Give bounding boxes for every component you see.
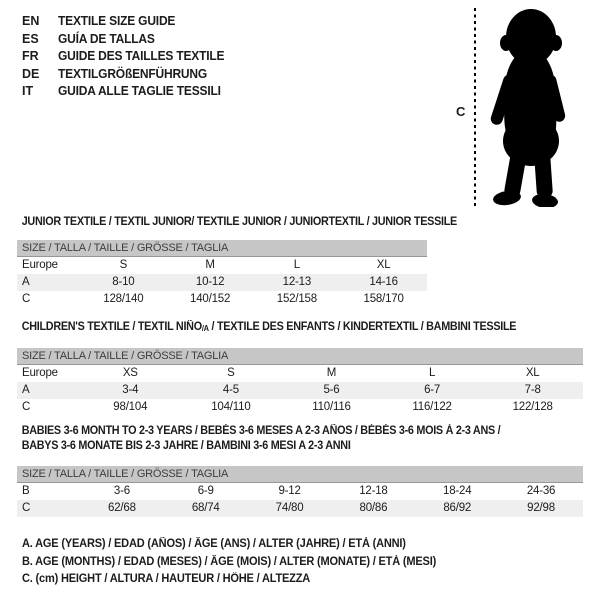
language-code: FR <box>22 49 39 63</box>
table-cell: XL <box>376 259 391 271</box>
title-text: / TEXTILE DES ENFANTS / KINDERTEXTIL / BAMBINI TESSILE <box>208 321 517 333</box>
table-cell: 152/158 <box>276 293 317 305</box>
table-row <box>17 274 427 291</box>
language-code: DE <box>22 66 40 81</box>
row-label: Europe <box>22 367 58 379</box>
row-label: A <box>22 384 30 396</box>
table-row <box>17 500 583 517</box>
table-cell: 128/140 <box>103 293 144 305</box>
table-cell: 74/80 <box>275 502 304 514</box>
table-cell: 3-6 <box>113 485 130 497</box>
table-cell: 9-12 <box>278 485 301 497</box>
junior-textile-section <box>17 216 457 308</box>
table-cell: 12-18 <box>359 485 388 497</box>
table-cell: M <box>326 367 337 379</box>
title-subscript: /A <box>201 324 209 333</box>
table-cell: 6-9 <box>197 485 214 497</box>
children-textile-section <box>17 321 583 416</box>
note-c: C. (cm) HEIGHT / ALTURA / HAUTEUR / HÖHE / ALTEZZA <box>22 573 311 585</box>
table-row <box>17 382 583 399</box>
junior-size-header: SIZE / TALLA / TAILLE / GRÖSSE / TAGLIA <box>17 240 427 257</box>
table-cell: L <box>428 367 436 379</box>
row-label: Europe <box>22 259 58 271</box>
table-cell: XS <box>122 367 138 379</box>
table-cell: S <box>119 259 128 271</box>
title-line-1: BABIES 3-6 MONTH TO 2-3 YEARS / BEBÉS 3-6 MESES A 2-3 AÑOS / BÉBÉS 3-6 MOIS À 2-3 ANS / <box>21 425 501 437</box>
table-row <box>17 291 427 308</box>
title-line-2: BABYS 3-6 MONATE BIS 2-3 JAHRE / BAMBINI 3-6 MESI A 2-3 ANNI <box>21 440 351 452</box>
language-row-es <box>22 31 231 49</box>
language-list <box>22 13 231 101</box>
table-cell: S <box>227 367 235 379</box>
table-cell: 98/104 <box>113 401 148 413</box>
table-cell: 104/110 <box>211 401 251 413</box>
table-cell: 68/74 <box>191 502 220 514</box>
table-row <box>17 483 583 500</box>
table-row <box>17 257 427 274</box>
row-label: B <box>22 485 30 497</box>
table-cell: 10-12 <box>195 276 225 288</box>
table-cell: 110/116 <box>312 401 351 413</box>
note-a: A. AGE (YEARS) / EDAD (AÑOS) / ÂGE (ANS) / ALTER (JAHRE) / ETÀ (ANNI) <box>22 538 406 550</box>
table-cell: 140/152 <box>190 293 231 305</box>
table-cell: 122/128 <box>512 401 553 413</box>
language-row-fr <box>22 48 231 66</box>
table-cell: 24-36 <box>526 485 556 497</box>
table-cell: 86/92 <box>443 502 472 514</box>
language-row-de <box>22 66 231 84</box>
table-cell: 80/86 <box>359 502 388 514</box>
height-measure-dashed-line <box>474 8 476 207</box>
table-cell: 18-24 <box>443 485 472 497</box>
note-b: B. AGE (MONTHS) / EDAD (MESES) / ÂGE (MOIS) / ALTER (MONATE) / ETÀ (MESI) <box>22 555 437 568</box>
table-cell: 3-4 <box>122 384 139 396</box>
table-cell: 62/68 <box>108 502 136 514</box>
baby-silhouette <box>481 5 573 207</box>
language-code: ES <box>22 31 39 46</box>
junior-table-title: JUNIOR TEXTILE / TEXTIL JUNIOR/ TEXTILE JUNIOR / JUNIORTEXTIL / JUNIOR TESSILE <box>21 216 457 228</box>
language-row-it <box>22 83 231 101</box>
babies-textile-section <box>17 424 583 517</box>
table-cell: L <box>293 259 300 271</box>
table-cell: 14-16 <box>369 276 398 288</box>
language-label: GUIDA ALLE TAGLIE TESSILI <box>58 84 221 98</box>
language-label: GUIDE DES TAILLES TEXTILE <box>58 49 225 63</box>
title-text: CHILDREN'S TEXTILE / TEXTIL NIÑO <box>21 321 202 333</box>
children-table-title <box>17 321 549 335</box>
table-cell: XL <box>525 367 540 379</box>
table-cell: 4-5 <box>222 384 239 396</box>
table-cell: M <box>205 259 215 271</box>
table-cell: 12-13 <box>282 276 312 288</box>
row-label: C <box>22 502 31 514</box>
table-cell: 116/122 <box>412 401 452 413</box>
babies-size-header: SIZE / TALLA / TAILLE / GRÖSSE / TAGLIA <box>17 466 583 483</box>
table-cell: 6-7 <box>424 384 441 396</box>
language-code: IT <box>22 84 34 98</box>
baby-silhouette-shape <box>489 9 566 207</box>
language-code: EN <box>22 14 40 28</box>
babies-table-title <box>17 424 549 454</box>
language-label: TEXTILE SIZE GUIDE <box>58 14 176 28</box>
table-row <box>17 399 583 416</box>
language-label: GUÍA DE TALLAS <box>58 31 155 46</box>
height-measure-label: C <box>456 104 466 119</box>
table-cell: 7-8 <box>524 384 541 396</box>
language-row-en <box>22 13 231 31</box>
table-cell: 5-6 <box>323 384 340 396</box>
table-row <box>17 365 583 382</box>
row-label: C <box>22 401 31 413</box>
row-label: A <box>22 276 30 288</box>
table-cell: 92/98 <box>527 502 555 514</box>
row-label: C <box>22 293 31 305</box>
table-cell: 8-10 <box>112 276 135 288</box>
children-size-header: SIZE / TALLA / TAILLE / GRÖSSE / TAGLIA <box>17 348 583 365</box>
legend-notes <box>22 536 453 589</box>
language-label: TEXTILGRÖßENFÜHRUNG <box>58 66 208 81</box>
table-cell: 158/170 <box>363 293 404 305</box>
